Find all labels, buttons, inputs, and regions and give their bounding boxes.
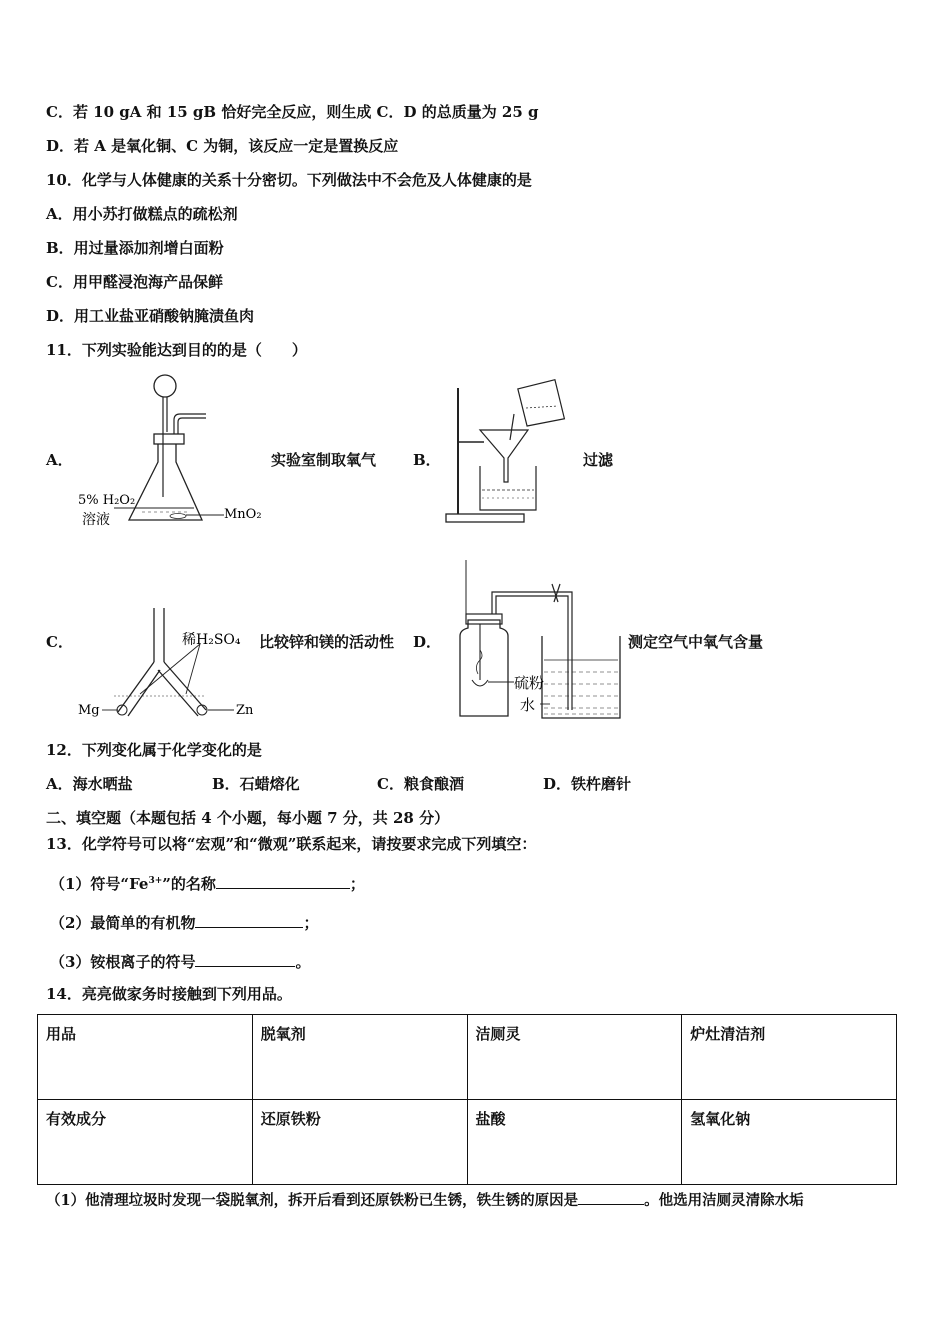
- q14-stem: 14．亮亮做家务时接触到下列用品。: [46, 985, 292, 1003]
- table-cell: 有效成分: [38, 1100, 253, 1185]
- oxygen-content-figure: [444, 560, 626, 726]
- table-cell: 盐酸: [467, 1100, 682, 1185]
- q13-answer-blank-1[interactable]: [216, 872, 350, 889]
- q10-option-a: A．用小苏打做糕点的疏松剂: [46, 205, 238, 223]
- q14-answer-blank-1[interactable]: [578, 1188, 644, 1205]
- zn-label: Zn: [236, 703, 254, 718]
- oxygen-generator-figure: [74, 372, 274, 532]
- q13-part1: [50, 871, 365, 894]
- fe-charge: 3+: [148, 876, 163, 886]
- h2o2-label: 5% H₂O₂: [78, 493, 136, 508]
- q13-part3: [50, 950, 310, 972]
- y-tube-figure: [74, 600, 260, 724]
- section-two-heading: 二、填空题（本题包括 4 个小题，每小题 7 分，共 28 分）: [46, 809, 450, 827]
- q12-stem: 12．下列变化属于化学变化的是: [46, 741, 262, 759]
- q11-b-caption: 过滤: [583, 451, 614, 469]
- solution-label: 溶液: [82, 512, 110, 528]
- q11-a-caption: 实验室制取氧气: [271, 451, 377, 469]
- filtration-figure: [440, 378, 570, 528]
- q13-part1-suffix: ”的名称: [162, 875, 216, 893]
- acid-label: 稀H₂SO₄: [182, 632, 241, 648]
- q11-b-letter: B．: [413, 451, 441, 469]
- q14-part1-text: （1）他清理垃圾时发现一袋脱氧剂，拆开后看到还原铁粉已生锈，铁生锈的原因是: [46, 1192, 579, 1209]
- q11-d-letter: D．: [413, 633, 442, 651]
- q13-part2: [50, 911, 318, 933]
- mno2-label: MnO₂: [224, 507, 262, 522]
- table-cell: 用品: [38, 1015, 253, 1100]
- q12-option-c: C．粮食酿酒: [377, 775, 464, 793]
- q9-option-c: C．若 10 gA 和 15 gB 恰好完全反应，则生成 C．D 的总质量为 25 g: [46, 103, 539, 121]
- q10-option-b: B．用过量添加剂增白面粉: [46, 239, 224, 257]
- mg-label: Mg: [78, 703, 100, 718]
- q12-option-b: B．石蜡熔化: [212, 775, 300, 793]
- q10-option-c: C．用甲醛浸泡海产品保鲜: [46, 273, 223, 291]
- q13-stem: 13．化学符号可以将“宏观”和“微观”联系起来，请按要求完成下列填空：: [46, 835, 537, 853]
- q13-part1-prefix: （1）符号“: [50, 875, 130, 893]
- q12-option-d: D．铁杵磨针: [543, 775, 632, 793]
- q10-stem: 10．化学与人体健康的关系十分密切。下列做法中不会危及人体健康的是: [46, 171, 532, 189]
- q11-a-letter: A．: [46, 451, 73, 469]
- fe-symbol: Fe: [129, 875, 149, 893]
- q11-d-caption: 测定空气中氧气含量: [628, 633, 764, 651]
- sulfur-label: 硫粉: [514, 674, 545, 692]
- q12-option-a: A．海水晒盐: [46, 775, 133, 793]
- q14-part1-end: 。他选用洁厕灵清除水垢: [644, 1192, 804, 1209]
- table-row: [38, 1015, 897, 1100]
- q14-part1: [46, 1188, 804, 1211]
- q13-part1-end: ；: [349, 875, 365, 893]
- q10-option-d: D．用工业盐亚硝酸钠腌渍鱼肉: [46, 307, 255, 325]
- household-products-table: [37, 1014, 897, 1185]
- q9-option-d: D．若 A 是氧化铜、C 为铜，该反应一定是置换反应: [46, 137, 399, 155]
- q13-answer-blank-2[interactable]: [195, 911, 303, 928]
- table-cell: 脱氧剂: [252, 1015, 467, 1100]
- table-cell: 炉灶清洁剂: [682, 1015, 897, 1100]
- q11-stem: 11．下列实验能达到目的的是（ ）: [46, 341, 307, 359]
- table-cell: 还原铁粉: [252, 1100, 467, 1185]
- table-cell: 洁厕灵: [467, 1015, 682, 1100]
- q13-part3-end: 。: [295, 953, 311, 971]
- table-row: [38, 1100, 897, 1185]
- q11-c-caption: 比较锌和镁的活动性: [259, 633, 395, 651]
- q13-answer-blank-3[interactable]: [195, 950, 295, 967]
- q13-part2-text: （2）最简单的有机物: [50, 914, 196, 932]
- water-label: 水: [520, 696, 536, 714]
- q13-part2-end: ；: [303, 914, 319, 932]
- q11-c-letter: C．: [46, 633, 73, 651]
- q13-part3-text: （3）铵根离子的符号: [50, 953, 196, 971]
- table-cell: 氢氧化钠: [682, 1100, 897, 1185]
